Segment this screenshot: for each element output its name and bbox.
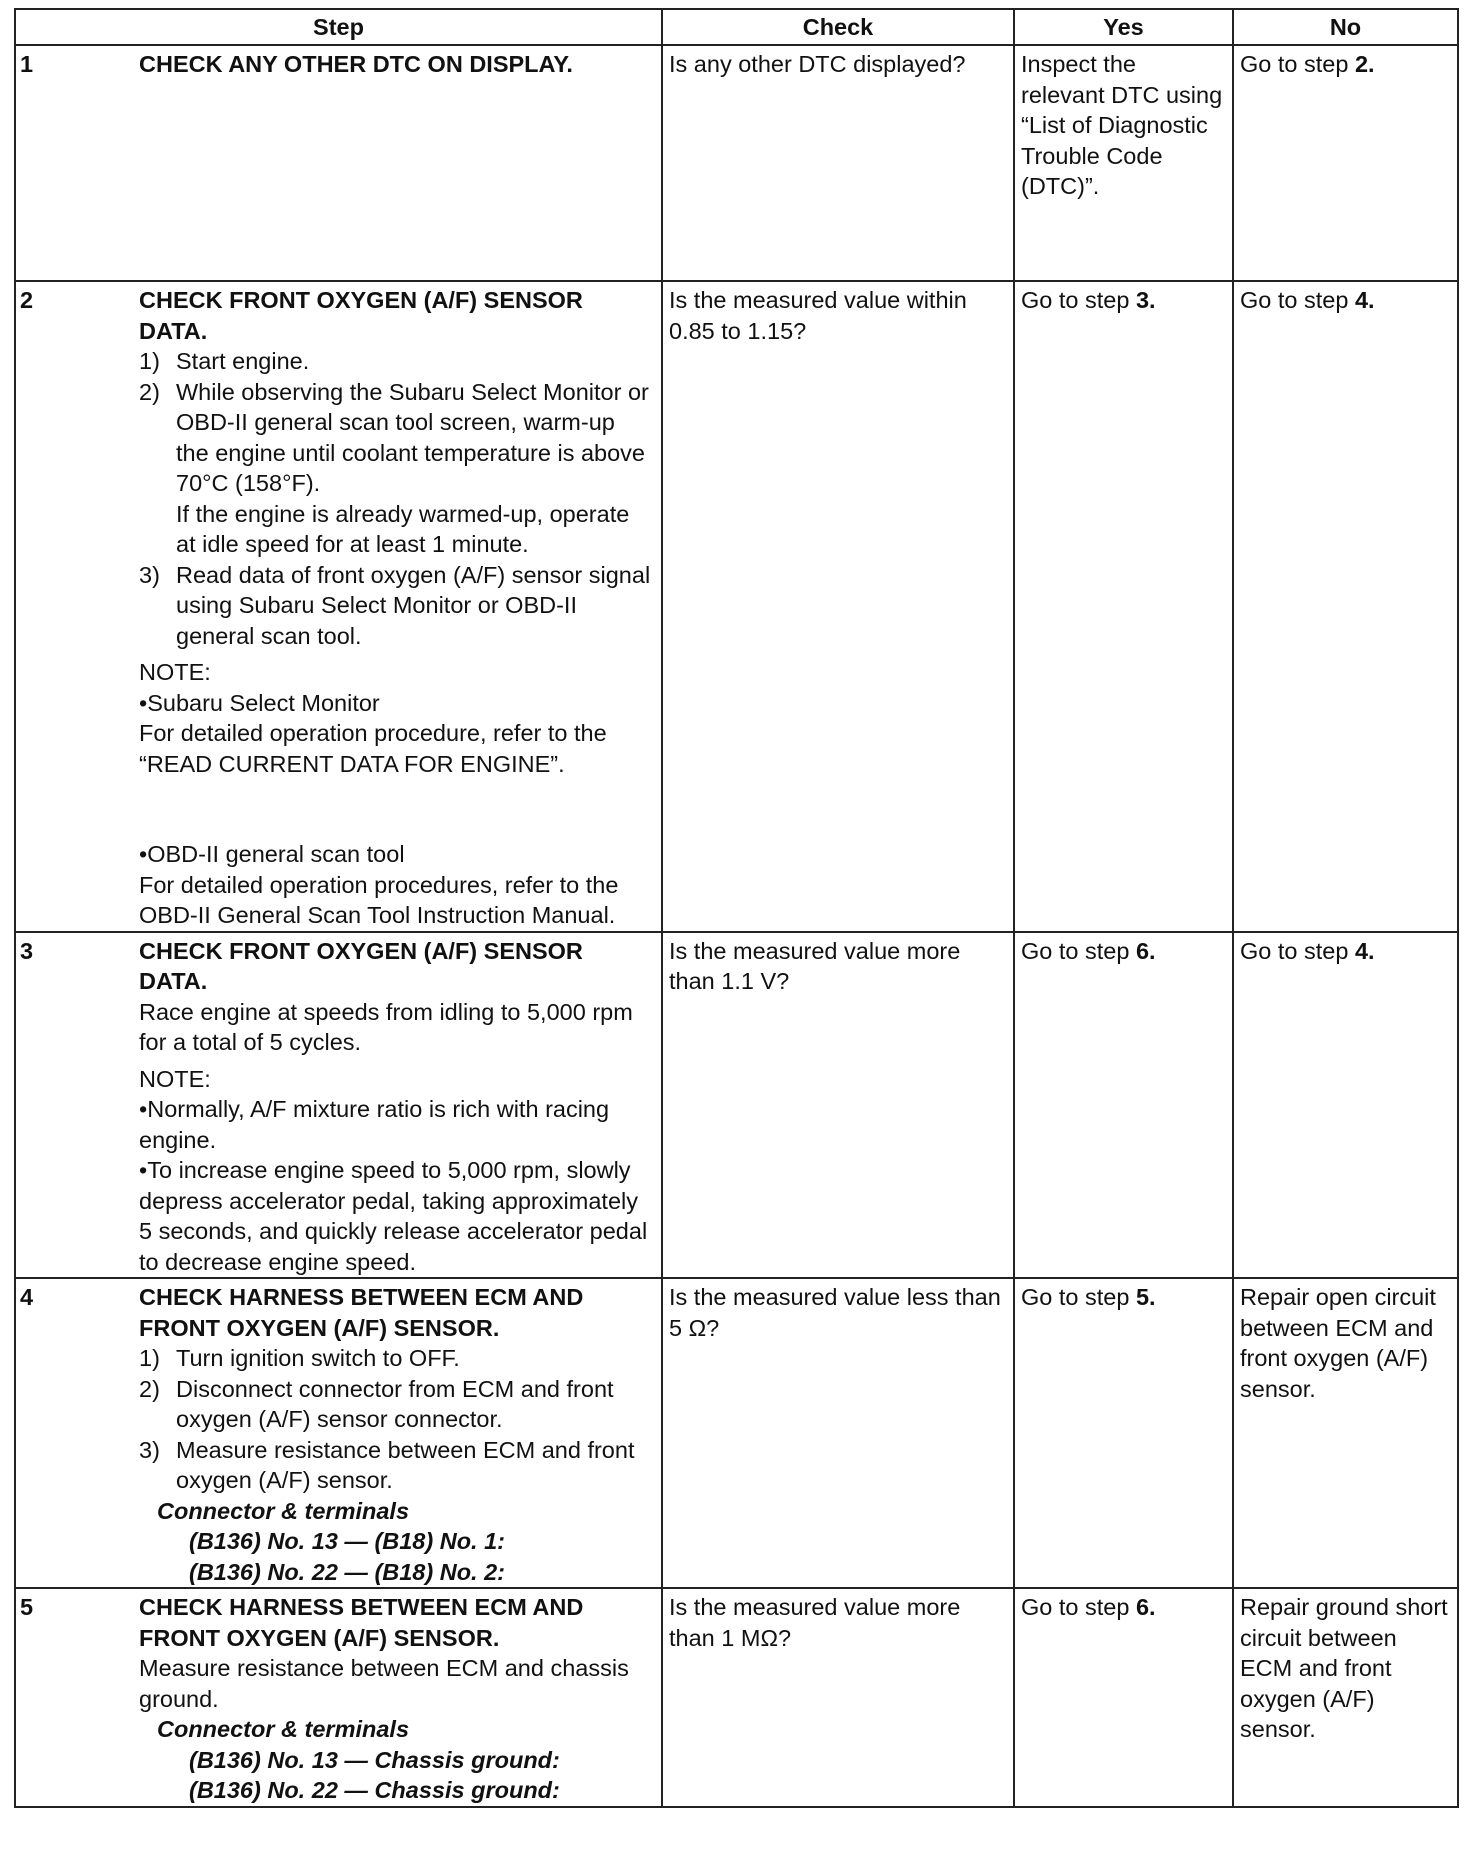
diagnostic-table xyxy=(14,8,1459,1808)
no-prefix: Go to step xyxy=(1240,937,1355,964)
header-step: Step xyxy=(15,9,662,45)
item-text: Disconnect connector from ECM and front oxygen (A/F) sensor connector. xyxy=(176,1375,614,1432)
check-cell: Is the measured value less than 5 Ω? xyxy=(662,1278,1014,1588)
item-number: 1) xyxy=(139,1345,160,1371)
yes-step-ref: 5. xyxy=(1135,1284,1156,1310)
note-ssm-text: For detailed operation procedure, refer to the “READ CURRENT DATA FOR ENGINE”. xyxy=(139,720,607,777)
table-row xyxy=(15,932,1458,1279)
no-cell xyxy=(1233,281,1458,932)
step-body: Measure resistance between ECM and chassis ground. xyxy=(139,1655,629,1712)
yes-step-ref: 6. xyxy=(1135,937,1156,964)
procedure-list xyxy=(139,346,651,651)
step-title: CHECK HARNESS BETWEEN ECM AND FRONT OXYGEN (A/F) SENSOR. xyxy=(139,1284,584,1341)
step-cell xyxy=(15,281,662,932)
note-item: •To increase engine speed to 5,000 rpm, slowly depress accelerator pedal, taking approximately 5 seconds, and quickly release accelerator pedal to decrease engine speed. xyxy=(139,1157,648,1275)
step-cell xyxy=(15,45,662,281)
step-cell xyxy=(15,1588,662,1807)
procedure-list xyxy=(139,1343,651,1496)
list-item xyxy=(139,1374,651,1435)
step-number: 5 xyxy=(20,1594,34,1620)
list-item xyxy=(139,1343,651,1374)
yes-prefix: Go to step xyxy=(1021,1284,1136,1310)
yes-cell xyxy=(1014,281,1233,932)
no-cell: Repair open circuit between ECM and front oxygen (A/F) sensor. xyxy=(1233,1278,1458,1588)
note-item: •Normally, A/F mixture ratio is rich with racing engine. xyxy=(139,1096,610,1153)
no-prefix: Go to step xyxy=(1240,287,1355,313)
list-item xyxy=(139,1435,651,1496)
yes-step-ref: 3. xyxy=(1135,287,1156,313)
yes-prefix: Go to step xyxy=(1021,1594,1136,1620)
check-cell: Is the measured value more than 1 MΩ? xyxy=(662,1588,1014,1807)
item-extra: If the engine is already warmed-up, operate at idle speed for at least 1 minute. xyxy=(176,500,630,557)
step-body: Race engine at speeds from idling to 5,000 rpm for a total of 5 cycles. xyxy=(139,998,633,1055)
connector-terminal: (B136) No. 22 — Chassis ground: xyxy=(189,1777,560,1803)
check-cell: Is the measured value more than 1.1 V? xyxy=(662,932,1014,1279)
note-ssm-title: •Subaru Select Monitor xyxy=(139,689,380,716)
no-step-ref: 4. xyxy=(1354,287,1375,313)
yes-prefix: Go to step xyxy=(1021,937,1136,964)
check-cell: Is the measured value within 0.85 to 1.15? xyxy=(662,281,1014,932)
table-row xyxy=(15,1588,1458,1807)
table-row xyxy=(15,1278,1458,1588)
item-text: Read data of front oxygen (A/F) sensor signal using Subaru Select Monitor or OBD-II general scan tool. xyxy=(176,561,651,649)
no-cell: Repair ground short circuit between ECM and front oxygen (A/F) sensor. xyxy=(1233,1588,1458,1807)
table-row xyxy=(15,45,1458,281)
connector-terminal: (B136) No. 13 — Chassis ground: xyxy=(189,1746,560,1773)
step-number: 3 xyxy=(20,937,34,964)
connector-label: Connector & terminals xyxy=(157,1716,410,1742)
no-step-ref: 2. xyxy=(1354,51,1375,77)
item-number: 3) xyxy=(139,561,160,588)
item-text: While observing the Subaru Select Monitor or OBD-II general scan tool screen, warm-up the engine until coolant temperature is above 70°C (158°F). xyxy=(176,378,649,496)
header-row xyxy=(15,9,1458,45)
note-obd-title: •OBD-II general scan tool xyxy=(139,841,405,867)
connector-label: Connector & terminals xyxy=(157,1497,410,1524)
header-no: No xyxy=(1233,9,1458,45)
yes-cell xyxy=(1014,1588,1233,1807)
item-number: 2) xyxy=(139,378,160,405)
list-item xyxy=(139,346,651,377)
step-cell xyxy=(15,1278,662,1588)
header-check: Check xyxy=(662,9,1014,45)
yes-cell xyxy=(1014,1278,1233,1588)
check-cell: Is any other DTC displayed? xyxy=(662,45,1014,281)
item-number: 1) xyxy=(139,348,160,374)
item-text: Measure resistance between ECM and front oxygen (A/F) sensor. xyxy=(176,1436,635,1493)
list-item xyxy=(139,377,651,560)
step-number: 1 xyxy=(20,51,34,77)
no-prefix: Go to step xyxy=(1240,51,1355,77)
step-title: CHECK FRONT OXYGEN (A/F) SENSOR DATA. xyxy=(139,937,583,994)
yes-prefix: Go to step xyxy=(1021,287,1136,313)
step-number: 2 xyxy=(20,287,34,313)
no-cell xyxy=(1233,45,1458,281)
connector-terminal: (B136) No. 22 — (B18) No. 2: xyxy=(189,1558,506,1585)
no-step-ref: 4. xyxy=(1354,937,1375,964)
item-number: 2) xyxy=(139,1375,160,1402)
no-cell xyxy=(1233,932,1458,1279)
yes-cell: Inspect the relevant DTC using “List of Diagnostic Trouble Code (DTC)”. xyxy=(1014,45,1233,281)
item-number: 3) xyxy=(139,1436,160,1463)
step-title: CHECK FRONT OXYGEN (A/F) SENSOR DATA. xyxy=(139,287,583,344)
table-row xyxy=(15,281,1458,932)
connector-terminal: (B136) No. 13 — (B18) No. 1: xyxy=(189,1528,506,1554)
step-title: CHECK ANY OTHER DTC ON DISPLAY. xyxy=(139,51,573,77)
step-cell xyxy=(15,932,662,1279)
list-item xyxy=(139,560,651,652)
yes-cell xyxy=(1014,932,1233,1279)
item-text: Turn ignition switch to OFF. xyxy=(176,1345,460,1371)
step-title: CHECK HARNESS BETWEEN ECM AND FRONT OXYGEN (A/F) SENSOR. xyxy=(139,1594,584,1651)
header-yes: Yes xyxy=(1014,9,1233,45)
note-obd-text: For detailed operation procedures, refer to the OBD-II General Scan Tool Instruction Manual. xyxy=(139,871,619,928)
yes-step-ref: 6. xyxy=(1135,1594,1156,1620)
item-text: Start engine. xyxy=(176,348,310,374)
note-label: NOTE: xyxy=(139,1065,211,1092)
step-number: 4 xyxy=(20,1284,34,1310)
note-label: NOTE: xyxy=(139,659,211,685)
